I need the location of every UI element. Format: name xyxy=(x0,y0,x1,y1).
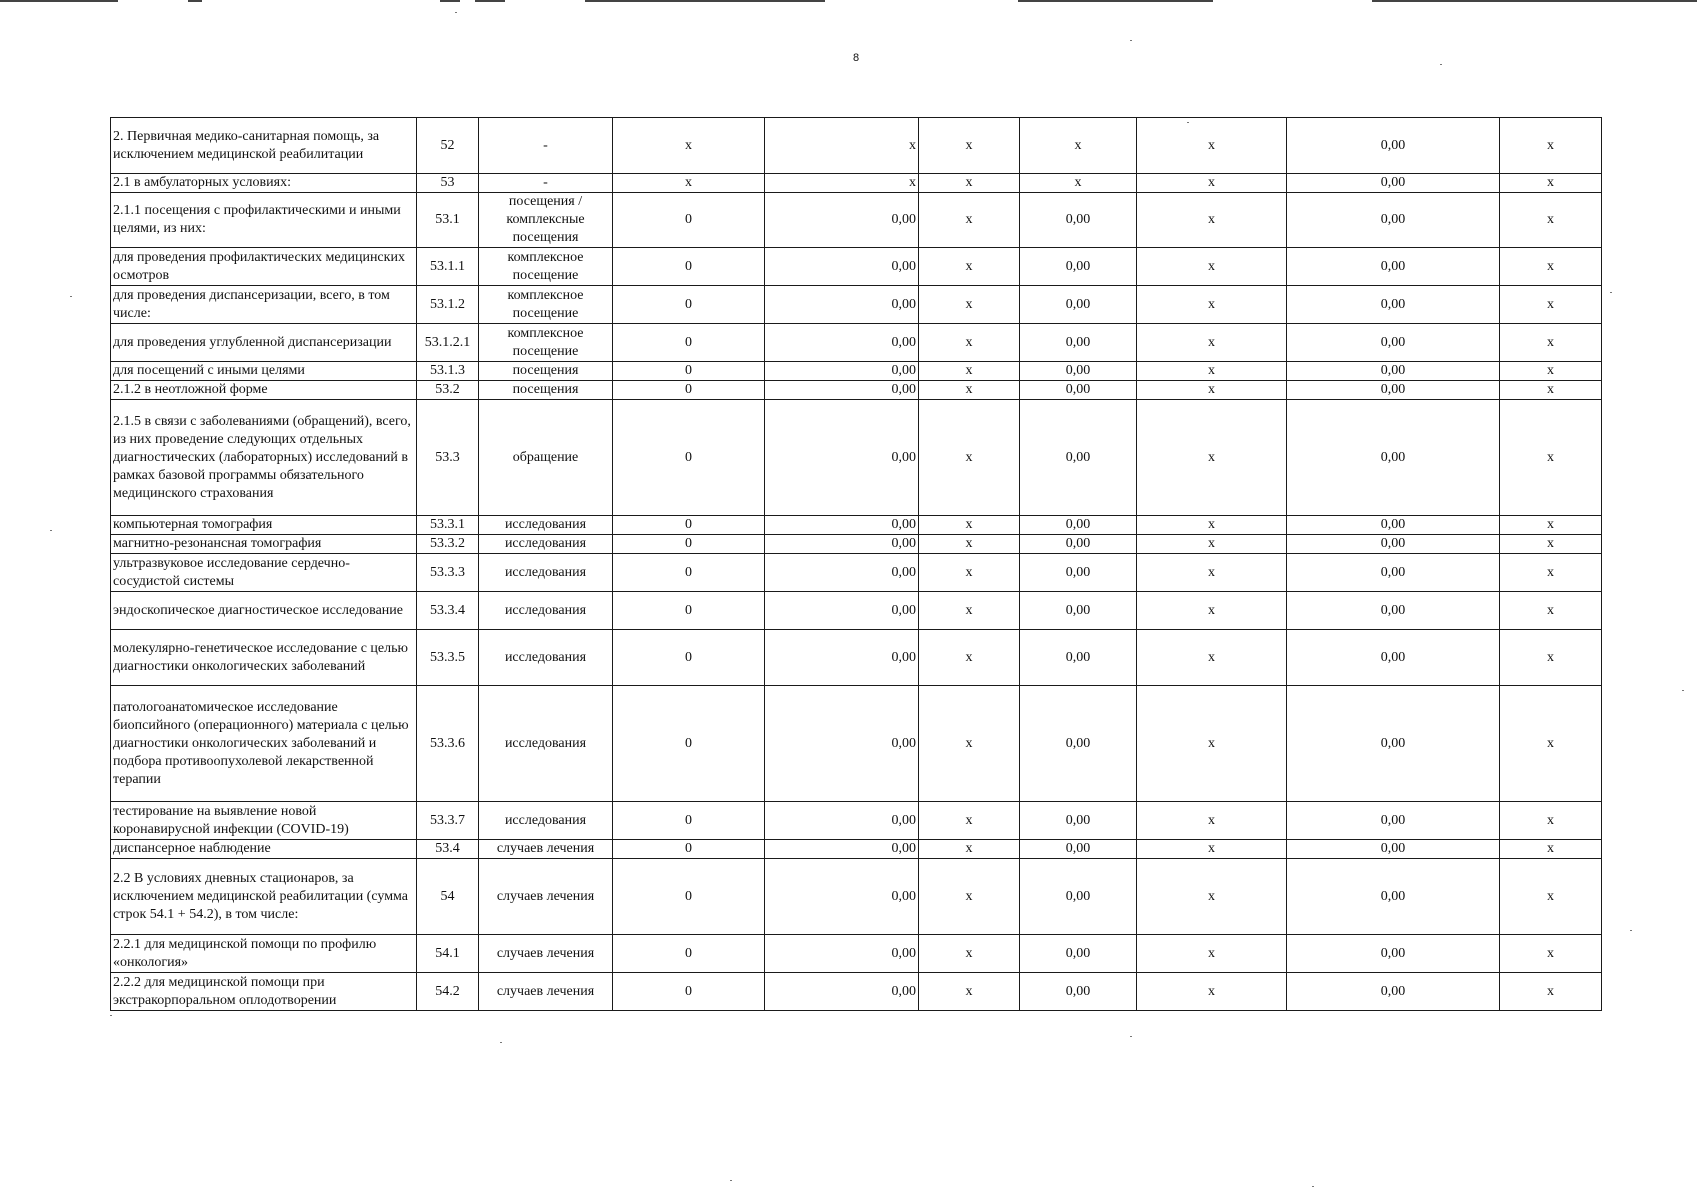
value-col8-cell: х xyxy=(1137,802,1287,840)
value-col10-cell: х xyxy=(1500,630,1602,686)
value-col4-cell: 0 xyxy=(613,973,765,1011)
row-name-cell: 2.2.1 для медицинской помощи по профилю «онкология» xyxy=(111,935,417,973)
unit-cell: комплексное посещение xyxy=(479,248,613,286)
value-col8-cell: х xyxy=(1137,592,1287,630)
row-code-cell: 53.4 xyxy=(417,840,479,859)
value-col9-cell: 0,00 xyxy=(1287,286,1500,324)
value-col4-cell: 0 xyxy=(613,592,765,630)
scan-speck xyxy=(1130,1036,1132,1037)
scan-speck xyxy=(1630,930,1632,931)
unit-cell: исследования xyxy=(479,686,613,802)
table-row xyxy=(111,174,1602,193)
row-code-cell: 53.1.1 xyxy=(417,248,479,286)
value-col7-cell: 0,00 xyxy=(1020,802,1137,840)
value-col10-cell: х xyxy=(1500,686,1602,802)
top-edge-rule xyxy=(0,0,118,2)
value-col5-cell: 0,00 xyxy=(765,935,919,973)
table-row xyxy=(111,935,1602,973)
value-col5-cell: 0,00 xyxy=(765,859,919,935)
row-code-cell: 53.3.3 xyxy=(417,554,479,592)
table-row xyxy=(111,516,1602,535)
row-name-cell: 2.2 В условиях дневных стационаров, за исключением медицинской реабилитации (сумма строк 54.1 + 54.2), в том числе: xyxy=(111,859,417,935)
value-col5-cell: 0,00 xyxy=(765,286,919,324)
unit-cell: случаев лечения xyxy=(479,840,613,859)
value-col8-cell: х xyxy=(1137,935,1287,973)
unit-cell: посещения / комплексные посещения xyxy=(479,193,613,248)
row-name-cell: 2.1.5 в связи с заболеваниями (обращений), всего, из них проведение следующих отдельных диагностических (лабораторных) исследований в рамках базовой программы обязательного медицинского страхования xyxy=(111,400,417,516)
value-col6-cell: х xyxy=(919,630,1020,686)
value-col8-cell: х xyxy=(1137,630,1287,686)
table-row xyxy=(111,554,1602,592)
value-col8-cell: х xyxy=(1137,554,1287,592)
value-col10-cell: х xyxy=(1500,118,1602,174)
value-col9-cell: 0,00 xyxy=(1287,840,1500,859)
scan-speck xyxy=(1312,1186,1314,1187)
row-name-cell: 2.1.1 посещения с профилактическими и иными целями, из них: xyxy=(111,193,417,248)
scan-speck xyxy=(70,296,72,297)
unit-cell: обращение xyxy=(479,400,613,516)
value-col10-cell: х xyxy=(1500,174,1602,193)
value-col10-cell: х xyxy=(1500,516,1602,535)
value-col9-cell: 0,00 xyxy=(1287,362,1500,381)
unit-cell: комплексное посещение xyxy=(479,286,613,324)
scan-speck xyxy=(1187,122,1189,123)
row-code-cell: 54.2 xyxy=(417,973,479,1011)
row-name-cell: 2. Первичная медико-санитарная помощь, за исключением медицинской реабилитации xyxy=(111,118,417,174)
value-col6-cell: х xyxy=(919,802,1020,840)
row-code-cell: 53.3.6 xyxy=(417,686,479,802)
value-col8-cell: х xyxy=(1137,381,1287,400)
scan-speck xyxy=(50,530,52,531)
value-col6-cell: х xyxy=(919,592,1020,630)
value-col5-cell: 0,00 xyxy=(765,362,919,381)
value-col8-cell: х xyxy=(1137,400,1287,516)
value-col9-cell: 0,00 xyxy=(1287,248,1500,286)
value-col10-cell: х xyxy=(1500,592,1602,630)
value-col7-cell: 0,00 xyxy=(1020,840,1137,859)
value-col5-cell: 0,00 xyxy=(765,686,919,802)
value-col5-cell: 0,00 xyxy=(765,516,919,535)
row-code-cell: 52 xyxy=(417,118,479,174)
unit-cell: исследования xyxy=(479,554,613,592)
value-col9-cell: 0,00 xyxy=(1287,859,1500,935)
value-col6-cell: х xyxy=(919,381,1020,400)
row-code-cell: 53.3 xyxy=(417,400,479,516)
value-col6-cell: х xyxy=(919,535,1020,554)
value-col4-cell: 0 xyxy=(613,400,765,516)
value-col6-cell: х xyxy=(919,516,1020,535)
value-col4-cell: 0 xyxy=(613,362,765,381)
value-col4-cell: 0 xyxy=(613,381,765,400)
unit-cell: посещения xyxy=(479,362,613,381)
value-col5-cell: 0,00 xyxy=(765,802,919,840)
value-col4-cell: 0 xyxy=(613,516,765,535)
unit-cell: - xyxy=(479,118,613,174)
value-col9-cell: 0,00 xyxy=(1287,592,1500,630)
value-col4-cell: 0 xyxy=(613,859,765,935)
row-name-cell: диспансерное наблюдение xyxy=(111,840,417,859)
value-col9-cell: 0,00 xyxy=(1287,630,1500,686)
value-col4-cell: 0 xyxy=(613,935,765,973)
value-col7-cell: 0,00 xyxy=(1020,516,1137,535)
value-col8-cell: х xyxy=(1137,193,1287,248)
row-code-cell: 53.1.3 xyxy=(417,362,479,381)
value-col9-cell: 0,00 xyxy=(1287,381,1500,400)
value-col5-cell: 0,00 xyxy=(765,400,919,516)
row-name-cell: 2.1.2 в неотложной форме xyxy=(111,381,417,400)
value-col5-cell: 0,00 xyxy=(765,324,919,362)
table-row xyxy=(111,802,1602,840)
unit-cell: случаев лечения xyxy=(479,859,613,935)
row-code-cell: 54.1 xyxy=(417,935,479,973)
value-col7-cell: 0,00 xyxy=(1020,973,1137,1011)
value-col8-cell: х xyxy=(1137,516,1287,535)
row-code-cell: 54 xyxy=(417,859,479,935)
value-col7-cell: 0,00 xyxy=(1020,193,1137,248)
value-col8-cell: х xyxy=(1137,248,1287,286)
table-row xyxy=(111,400,1602,516)
value-col6-cell: х xyxy=(919,286,1020,324)
unit-cell: исследования xyxy=(479,592,613,630)
row-code-cell: 53 xyxy=(417,174,479,193)
value-col4-cell: 0 xyxy=(613,802,765,840)
table-row xyxy=(111,535,1602,554)
value-col6-cell: х xyxy=(919,554,1020,592)
value-col4-cell: 0 xyxy=(613,535,765,554)
table-row xyxy=(111,840,1602,859)
value-col7-cell: 0,00 xyxy=(1020,248,1137,286)
value-col6-cell: х xyxy=(919,362,1020,381)
table-row xyxy=(111,286,1602,324)
unit-cell: комплексное посещение xyxy=(479,324,613,362)
scan-speck xyxy=(730,1180,732,1181)
row-code-cell: 53.3.1 xyxy=(417,516,479,535)
value-col5-cell: 0,00 xyxy=(765,381,919,400)
value-col10-cell: х xyxy=(1500,802,1602,840)
value-col5-cell: х xyxy=(765,174,919,193)
row-name-cell: эндоскопическое диагностическое исследование xyxy=(111,592,417,630)
value-col10-cell: х xyxy=(1500,324,1602,362)
table-row xyxy=(111,686,1602,802)
value-col6-cell: х xyxy=(919,118,1020,174)
row-name-cell: для посещений с иными целями xyxy=(111,362,417,381)
value-col5-cell: 0,00 xyxy=(765,630,919,686)
value-col9-cell: 0,00 xyxy=(1287,400,1500,516)
value-col4-cell: 0 xyxy=(613,554,765,592)
value-col8-cell: х xyxy=(1137,686,1287,802)
row-name-cell: патологоанатомическое исследование биопсийного (операционного) материала с целью диагностики онкологических заболеваний и подбора противоопухолевой лекарственной терапии xyxy=(111,686,417,802)
value-col10-cell: х xyxy=(1500,935,1602,973)
value-col10-cell: х xyxy=(1500,286,1602,324)
unit-cell: исследования xyxy=(479,535,613,554)
value-col6-cell: х xyxy=(919,935,1020,973)
value-col8-cell: х xyxy=(1137,973,1287,1011)
value-col8-cell: х xyxy=(1137,174,1287,193)
scan-speck xyxy=(1610,292,1612,293)
value-col8-cell: х xyxy=(1137,286,1287,324)
value-col7-cell: 0,00 xyxy=(1020,286,1137,324)
value-col8-cell: х xyxy=(1137,535,1287,554)
value-col9-cell: 0,00 xyxy=(1287,324,1500,362)
top-edge-rule xyxy=(475,0,505,2)
value-col9-cell: 0,00 xyxy=(1287,935,1500,973)
value-col6-cell: х xyxy=(919,324,1020,362)
unit-cell: посещения xyxy=(479,381,613,400)
value-col7-cell: х xyxy=(1020,174,1137,193)
scan-speck xyxy=(500,1042,502,1043)
value-col7-cell: 0,00 xyxy=(1020,535,1137,554)
value-col5-cell: 0,00 xyxy=(765,535,919,554)
row-name-cell: для проведения профилактических медицинских осмотров xyxy=(111,248,417,286)
value-col4-cell: х xyxy=(613,174,765,193)
value-col7-cell: 0,00 xyxy=(1020,859,1137,935)
value-col5-cell: 0,00 xyxy=(765,973,919,1011)
unit-cell: - xyxy=(479,174,613,193)
table-row xyxy=(111,248,1602,286)
value-col9-cell: 0,00 xyxy=(1287,193,1500,248)
row-code-cell: 53.3.4 xyxy=(417,592,479,630)
row-code-cell: 53.2 xyxy=(417,381,479,400)
value-col5-cell: х xyxy=(765,118,919,174)
value-col9-cell: 0,00 xyxy=(1287,802,1500,840)
value-col10-cell: х xyxy=(1500,840,1602,859)
value-col9-cell: 0,00 xyxy=(1287,174,1500,193)
unit-cell: исследования xyxy=(479,516,613,535)
row-code-cell: 53.3.5 xyxy=(417,630,479,686)
value-col10-cell: х xyxy=(1500,973,1602,1011)
table-row xyxy=(111,193,1602,248)
value-col7-cell: 0,00 xyxy=(1020,324,1137,362)
row-name-cell: молекулярно-генетическое исследование с целью диагностики онкологических заболеваний xyxy=(111,630,417,686)
row-name-cell: ультразвуковое исследование сердечно-сосудистой системы xyxy=(111,554,417,592)
table-row xyxy=(111,973,1602,1011)
table-body xyxy=(111,118,1602,1011)
value-col4-cell: 0 xyxy=(613,193,765,248)
value-col7-cell: 0,00 xyxy=(1020,554,1137,592)
value-col8-cell: х xyxy=(1137,118,1287,174)
value-col8-cell: х xyxy=(1137,859,1287,935)
scan-speck xyxy=(455,12,457,13)
value-col9-cell: 0,00 xyxy=(1287,554,1500,592)
table-row xyxy=(111,859,1602,935)
top-edge-rule xyxy=(585,0,825,2)
value-col7-cell: 0,00 xyxy=(1020,381,1137,400)
table-row xyxy=(111,362,1602,381)
value-col10-cell: х xyxy=(1500,859,1602,935)
value-col6-cell: х xyxy=(919,400,1020,516)
unit-cell: случаев лечения xyxy=(479,973,613,1011)
value-col7-cell: 0,00 xyxy=(1020,935,1137,973)
scan-speck xyxy=(1440,64,1442,65)
value-col6-cell: х xyxy=(919,174,1020,193)
top-edge-rule xyxy=(1018,0,1213,2)
value-col8-cell: х xyxy=(1137,362,1287,381)
value-col4-cell: 0 xyxy=(613,840,765,859)
row-code-cell: 53.1.2 xyxy=(417,286,479,324)
scan-speck xyxy=(1682,690,1684,691)
value-col7-cell: 0,00 xyxy=(1020,630,1137,686)
unit-cell: случаев лечения xyxy=(479,935,613,973)
value-col7-cell: х xyxy=(1020,118,1137,174)
scan-speck xyxy=(110,1015,112,1016)
row-name-cell: 2.2.2 для медицинской помощи при экстракорпоральном оплодотворении xyxy=(111,973,417,1011)
row-name-cell: тестирование на выявление новой коронавирусной инфекции (COVID-19) xyxy=(111,802,417,840)
value-col9-cell: 0,00 xyxy=(1287,973,1500,1011)
value-col10-cell: х xyxy=(1500,381,1602,400)
value-col7-cell: 0,00 xyxy=(1020,686,1137,802)
row-code-cell: 53.1 xyxy=(417,193,479,248)
value-col9-cell: 0,00 xyxy=(1287,686,1500,802)
top-edge-rule xyxy=(440,0,460,2)
value-col7-cell: 0,00 xyxy=(1020,400,1137,516)
value-col10-cell: х xyxy=(1500,554,1602,592)
value-col10-cell: х xyxy=(1500,400,1602,516)
value-col7-cell: 0,00 xyxy=(1020,592,1137,630)
row-code-cell: 53.3.2 xyxy=(417,535,479,554)
scan-speck xyxy=(1130,40,1132,41)
top-edge-rule xyxy=(1372,0,1697,2)
table-row xyxy=(111,592,1602,630)
value-col9-cell: 0,00 xyxy=(1287,516,1500,535)
value-col4-cell: 0 xyxy=(613,248,765,286)
value-col7-cell: 0,00 xyxy=(1020,362,1137,381)
value-col9-cell: 0,00 xyxy=(1287,535,1500,554)
value-col6-cell: х xyxy=(919,859,1020,935)
value-col5-cell: 0,00 xyxy=(765,193,919,248)
value-col5-cell: 0,00 xyxy=(765,840,919,859)
row-name-cell: магнитно-резонансная томография xyxy=(111,535,417,554)
value-col5-cell: 0,00 xyxy=(765,592,919,630)
value-col4-cell: 0 xyxy=(613,286,765,324)
value-col5-cell: 0,00 xyxy=(765,248,919,286)
value-col4-cell: х xyxy=(613,118,765,174)
value-col10-cell: х xyxy=(1500,535,1602,554)
value-col4-cell: 0 xyxy=(613,630,765,686)
value-col6-cell: х xyxy=(919,193,1020,248)
value-col10-cell: х xyxy=(1500,193,1602,248)
value-col6-cell: х xyxy=(919,840,1020,859)
value-col5-cell: 0,00 xyxy=(765,554,919,592)
value-col4-cell: 0 xyxy=(613,324,765,362)
value-col4-cell: 0 xyxy=(613,686,765,802)
unit-cell: исследования xyxy=(479,802,613,840)
row-code-cell: 53.1.2.1 xyxy=(417,324,479,362)
row-name-cell: 2.1 в амбулаторных условиях: xyxy=(111,174,417,193)
row-name-cell: для проведения углубленной диспансеризации xyxy=(111,324,417,362)
data-table xyxy=(110,117,1602,1011)
value-col10-cell: х xyxy=(1500,248,1602,286)
value-col10-cell: х xyxy=(1500,362,1602,381)
row-name-cell: компьютерная томография xyxy=(111,516,417,535)
value-col8-cell: х xyxy=(1137,324,1287,362)
row-code-cell: 53.3.7 xyxy=(417,802,479,840)
value-col9-cell: 0,00 xyxy=(1287,118,1500,174)
table-row xyxy=(111,381,1602,400)
unit-cell: исследования xyxy=(479,630,613,686)
value-col8-cell: х xyxy=(1137,840,1287,859)
value-col6-cell: х xyxy=(919,686,1020,802)
table-row xyxy=(111,118,1602,174)
top-edge-rule xyxy=(188,0,202,2)
value-col6-cell: х xyxy=(919,248,1020,286)
value-col6-cell: х xyxy=(919,973,1020,1011)
page-number: 8 xyxy=(852,52,860,64)
table-row xyxy=(111,324,1602,362)
row-name-cell: для проведения диспансеризации, всего, в том числе: xyxy=(111,286,417,324)
table-row xyxy=(111,630,1602,686)
